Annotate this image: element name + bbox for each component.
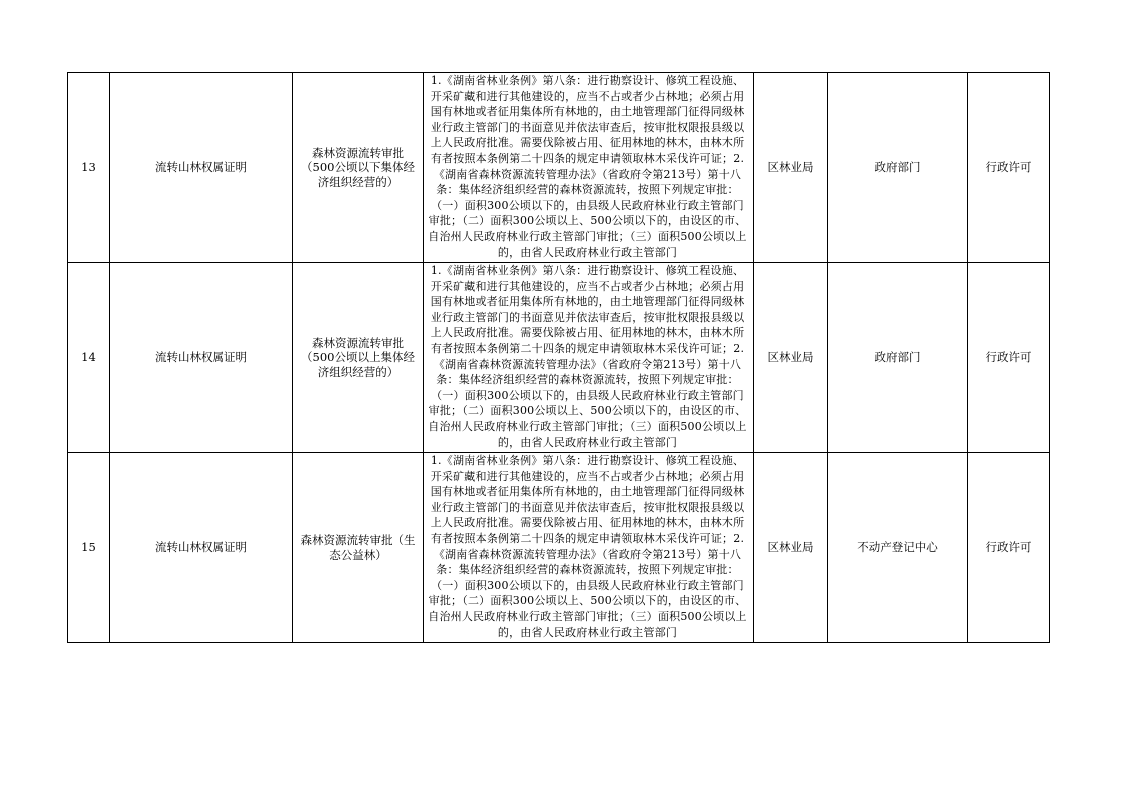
sub-item-text: 森林资源流转审批（500公顷以上集体经济组织经营的）	[301, 335, 415, 379]
sub-item-name	[293, 73, 424, 263]
source-unit: 政府部门	[828, 263, 968, 453]
source-unit: 不动产登记中心	[828, 453, 968, 643]
item-type: 行政许可	[968, 73, 1050, 263]
department: 区林业局	[754, 73, 828, 263]
table-row	[68, 453, 1050, 643]
item-type: 行政许可	[968, 453, 1050, 643]
row-number: 14	[68, 263, 110, 453]
sub-item-name	[293, 263, 424, 453]
items-table	[67, 72, 1050, 643]
item-name: 流转山林权属证明	[110, 453, 293, 643]
source-unit: 政府部门	[828, 73, 968, 263]
sub-item-text: 森林资源流转审批（500公顷以下集体经济组织经营的）	[301, 145, 415, 189]
row-number: 15	[68, 453, 110, 643]
sub-item-text: 森林资源流转审批（生态公益林）	[300, 533, 416, 562]
table-row	[68, 263, 1050, 453]
row-number: 13	[68, 73, 110, 263]
legal-basis	[424, 73, 754, 263]
department: 区林业局	[754, 453, 828, 643]
legal-basis	[424, 453, 754, 643]
item-type: 行政许可	[968, 263, 1050, 453]
legal-basis-text: 1.《湖南省林业条例》第八条：进行勘察设计、修筑工程设施、开采矿藏和进行其他建设的，应当不占或者少占林地；必须占用国有林地或者征用集体所有林地的，由土地管理部门征得同级林业行政主管部门的书面意见并依法审查后，按审批权限报县级以上人民政府批准。需要伐除被占用、征用林地的林木，由林木所有者按照本条例第二十四条的规定申请领取林木采伐许可证；2.《湖南省森林资源流转管理办法》（省政府令第213号）第十八条：集体经济组织经营的森林资源流转，按照下列规定审批：（一）面积300公顷以下的，由县级人民政府林业行政主管部门审批；（二）面积300公顷以上、500公顷以下的，由设区的市、自治州人民政府林业行政主管部门审批；（三）面积500公顷以上的，由省人民政府林业行政主管部门	[428, 454, 747, 639]
item-name: 流转山林权属证明	[110, 73, 293, 263]
sub-item-name	[293, 453, 424, 643]
legal-basis	[424, 263, 754, 453]
legal-basis-text: 1.《湖南省林业条例》第八条：进行勘察设计、修筑工程设施、开采矿藏和进行其他建设的，应当不占或者少占林地；必须占用国有林地或者征用集体所有林地的，由土地管理部门征得同级林业行政主管部门的书面意见并依法审查后，按审批权限报县级以上人民政府批准。需要伐除被占用、征用林地的林木，由林木所有者按照本条例第二十四条的规定申请领取林木采伐许可证；2.《湖南省森林资源流转管理办法》（省政府令第213号）第十八条：集体经济组织经营的森林资源流转，按照下列规定审批：（一）面积300公顷以下的，由县级人民政府林业行政主管部门审批；（二）面积300公顷以上、500公顷以下的，由设区的市、自治州人民政府林业行政主管部门审批；（三）面积500公顷以上的，由省人民政府林业行政主管部门	[428, 74, 747, 259]
table-row	[68, 73, 1050, 263]
item-name: 流转山林权属证明	[110, 263, 293, 453]
legal-basis-text: 1.《湖南省林业条例》第八条：进行勘察设计、修筑工程设施、开采矿藏和进行其他建设的，应当不占或者少占林地；必须占用国有林地或者征用集体所有林地的，由土地管理部门征得同级林业行政主管部门的书面意见并依法审查后，按审批权限报县级以上人民政府批准。需要伐除被占用、征用林地的林木，由林木所有者按照本条例第二十四条的规定申请领取林木采伐许可证；2.《湖南省森林资源流转管理办法》（省政府令第213号）第十八条：集体经济组织经营的森林资源流转，按照下列规定审批：（一）面积300公顷以下的，由县级人民政府林业行政主管部门审批；（二）面积300公顷以上、500公顷以下的，由设区的市、自治州人民政府林业行政主管部门审批；（三）面积500公顷以上的，由省人民政府林业行政主管部门	[428, 264, 747, 449]
department: 区林业局	[754, 263, 828, 453]
